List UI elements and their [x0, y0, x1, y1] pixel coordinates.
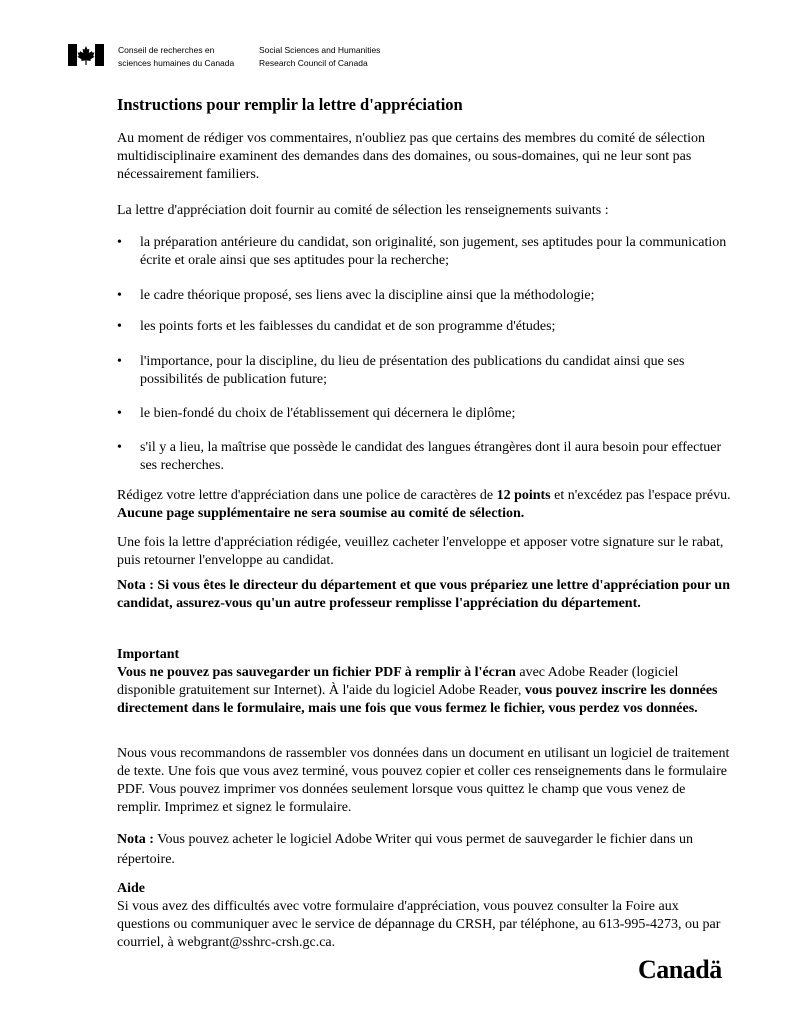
bullet-icon: • — [117, 319, 122, 334]
recommendation-paragraph: Nous vous recommandons de rassembler vos données dans un document en utilisant un logiciel de traitement de texte. Une fois que vous avez terminé, vous pouvez copier et coller ces renseignements dans le formulaire PDF. Vous pouvez imprimer vos données seulement lorsque vous quittez le champ que vous venez de remplir. Imprimez et signez le formulaire. — [117, 746, 730, 815]
adobe-reader-note: avec Adobe Reader (logiciel disponible gratuitement sur Internet). À l'aide du logiciel Adobe Reader, — [117, 665, 679, 698]
bullet-icon: • — [117, 406, 122, 421]
important-paragraph — [117, 664, 732, 718]
list-item-text: la préparation antérieure du candidat, son originalité, son jugement, ses aptitudes pour la communication écrite et orale ainsi que ses aptitudes pour la recherche; — [140, 235, 727, 268]
nota-writer-label: Nota : — [117, 832, 154, 847]
agency-name-french — [118, 44, 234, 70]
list-item-text: les points forts et les faiblesses du candidat et de son programme d'études; — [140, 319, 556, 334]
envelope-instruction-paragraph: Une fois la lettre d'appréciation rédigée, veuillez cacheter l'enveloppe et apposer votre signature sur le rabat, puis retourner l'enveloppe au candidat. — [117, 535, 724, 568]
agency-name-english — [259, 44, 380, 70]
aide-heading: Aide — [117, 881, 145, 896]
font-size-emphasis: 12 points — [496, 488, 551, 503]
agency-name-english-line1: Social Sciences and Humanities — [259, 45, 381, 55]
intro-paragraph: Au moment de rédiger vos commentaires, n'oubliez pas que certains des membres du comité de sélection multidisciplinaire examinent des demandes dans des domaines, ou sous-domaines, qui ne leur sont pas nécessairement familiers. — [117, 131, 706, 182]
bullet-icon: • — [117, 440, 122, 455]
nota-writer-text: Vous pouvez acheter le logiciel Adobe Writer qui vous permet de sauvegarder le fichier dans un répertoire. — [117, 832, 693, 867]
important-heading: Important — [117, 647, 180, 662]
page-title: Instructions pour remplir la lettre d'appréciation — [117, 95, 463, 114]
canada-flag-icon — [68, 44, 104, 66]
bullet-icon: • — [117, 354, 122, 369]
font-instruction-part2: et n'excédez pas l'espace prévu. — [550, 488, 731, 503]
list-item-text: le cadre théorique proposé, ses liens avec la discipline ainsi que la méthodologie; — [140, 288, 595, 303]
list-item-text: s'il y a lieu, la maîtrise que possède le candidat des langues étrangères dont il aura besoin pour effectuer ses recherches. — [140, 440, 722, 473]
bullet-icon: • — [117, 235, 122, 250]
nota-department-paragraph: Nota : Si vous êtes le directeur du département et que vous prépariez une lettre d'appréciation pour un candidat, assurez-vous qu'un autre professeur remplisse l'appréciation du département. — [117, 578, 730, 611]
list-item-text: le bien-fondé du choix de l'établissement qui décernera le diplôme; — [140, 406, 516, 421]
agency-name-english-line2: Research Council of Canada — [259, 58, 368, 68]
requirements-lead: La lettre d'appréciation doit fournir au comité de sélection les renseignements suivants : — [117, 203, 609, 218]
list-item-text: l'importance, pour la discipline, du lieu de présentation des publications du candidat ainsi que ses possibilités de publication future; — [140, 354, 685, 387]
pdf-save-warning: Vous ne pouvez pas sauvegarder un fichier PDF à remplir à l'écran — [117, 665, 516, 680]
no-extra-pages-warning: Aucune page supplémentaire ne sera soumise au comité de sélection. — [117, 506, 525, 521]
font-instruction-part1: Rédigez votre lettre d'appréciation dans une police de caractères de — [117, 488, 497, 503]
font-instruction-paragraph — [117, 487, 732, 523]
agency-name-french-line1: Conseil de recherches en — [118, 45, 215, 55]
nota-writer-paragraph — [117, 830, 732, 870]
canada-wordmark-logo: Canadä — [638, 955, 722, 984]
data-loss-warning: vous pouvez inscrire les données directement dans le formulaire, mais une fois que vous fermez le fichier, vous perdez vos données. — [117, 683, 718, 716]
agency-name-french-line2: sciences humaines du Canada — [118, 58, 235, 68]
aide-paragraph: Si vous avez des difficultés avec votre formulaire d'appréciation, vous pouvez consulter la Foire aux questions ou communiquer avec le service de dépannage du CRSH, par téléphone, au 613-995-4273, ou par courriel, à webgrant@sshrc-crsh.gc.ca. — [117, 899, 721, 950]
bullet-icon: • — [117, 288, 122, 303]
